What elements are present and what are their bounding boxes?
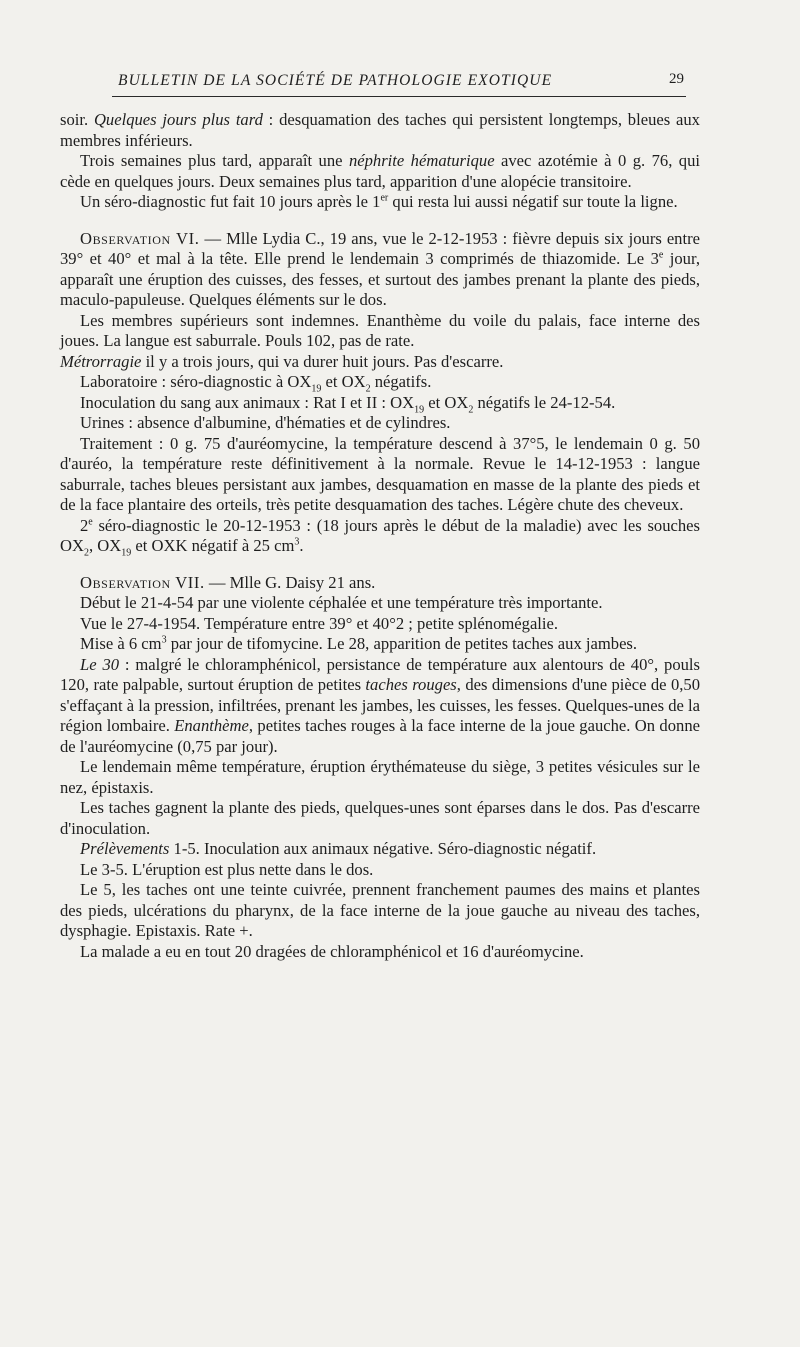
paragraph: Début le 21-4-54 par une violente céphalée et une température très importante. [80,593,603,612]
paragraph: Trois semaines plus tard, apparaît une néphrite hématurique avec azotémie à 0 g. 76, qui cède en quelques jours. Deux semaines plus tard, apparition d'une alopécie transitoire. [60,151,700,191]
paragraph: soir. Quelques jours plus tard : desquamation des taches qui persistent longtemps, bleues aux membres inférieurs. [60,110,700,150]
paragraph: Urines : absence d'albumine, d'hématies et de cylindres. [80,413,451,432]
paragraph: 2e séro-diagnostic le 20-12-1953 : (18 jours après le début de la maladie) avec les souches $OX_2$, $OX_{19}$ et OXK négatif à 25 $cm^3$. [60,515,700,559]
paragraph: Le 30 : malgré le chloramphénicol, persistance de température aux alentours de 40°, pouls 120, rate palpable, surtout éruption de petites taches rouges, des dimensions d'une pièce de 0,50 s'effaçant à la pression, infiltrées, prenant les jambes, les cuisses, les fesses. Quelques-unes de la région lombaire. Enanthème, petites taches rouges à la face interne de la joue gauche. On donne de l'auréomycine (0,75 par jour). [60,654,700,756]
running-title: BULLETIN DE LA SOCIÉTÉ DE PATHOLOGIE EXOTIQUE [118,72,553,89]
page-header [112,66,686,97]
paragraph: Les taches gagnent la plante des pieds, quelques-unes sont éparses dans le dos. Pas d'escarre d'inoculation. [60,798,700,838]
paragraph: Inoculation du sang aux animaux : Rat I et II : $OX_{19}$ et $OX_2$ négatifs le 24-12-54. [80,392,616,415]
paragraph: Le 5, les taches ont une teinte cuivrée, prennent franchement paumes des mains et plantes des pieds, ulcérations du pharynx, de la face interne de la joue gauche au niveau des taches, dysphagie. Epistaxis. Rate +. [60,880,700,940]
observation-vi-heading: Observation VI. — Mlle Lydia C., 19 ans, vue le 2-12-1953 : fièvre depuis six jours entre 39° et 40° et mal à la tête. Elle prend le lendemain 3 comprimés de thiazomide. Le 3e jour, apparaît une éruption des cuisses, des fesses, et surtout des jambes prenant la plante des pieds, maculo-papuleuse. Quelques éléments sur le dos. [60,228,700,309]
body-text [60,110,700,962]
paragraph: Métrorragie il y a trois jours, qui va durer huit jours. Pas d'escarre. [60,351,504,371]
paragraph: Les membres supérieurs sont indemnes. Enanthème du voile du palais, face interne des joues. La langue est saburrale. Pouls 102, pas de rate. [60,310,700,350]
page-number: 29 [669,71,684,87]
observation-vii-heading: Observation VII. — Mlle G. Daisy 21 ans. [80,572,376,592]
paragraph: Un séro-diagnostic fut fait 10 jours après le 1er qui resta lui aussi négatif sur toute la ligne. [80,192,678,211]
paragraph: Le 3-5. L'éruption est plus nette dans le dos. [80,859,374,879]
paragraph: Le lendemain même température, éruption érythémateuse du siège, 3 petites vésicules sur le nez, épistaxis. [60,757,700,797]
paragraph: Vue le 27-4-1954. Température entre 39° et 40°2 ; petite splénomégalie. [80,613,559,633]
observation-label: Observation VI. [80,228,200,248]
paragraph: Traitement : 0 g. 75 d'auréomycine, la température descend à 37°5, le lendemain 0 g. 50 d'auréo, la température reste définitivement à la normale. Revue le 14-12-1953 : langue saburrale, taches bleues persistant aux jambes, desquamation en masse de la plante des pieds et de la face plantaire des orteils, très petite desquamation des taches. Légère chute des cheveux. [60,433,700,514]
paragraph: Prélèvements 1-5. Inoculation aux animaux négative. Séro-diagnostic négatif. [80,839,597,858]
observation-label: Observation VII. [80,572,205,592]
paragraph: La malade a eu en tout 20 dragées de chloramphénicol et 16 d'auréomycine. [80,941,584,961]
paragraph: Mise à 6 $cm^3$ par jour de tifomycine. Le 28, apparition de petites taches aux jambes. [80,634,638,653]
paragraph: Laboratoire : séro-diagnostic à $OX_{19}$ et $OX_2$ négatifs. [80,372,432,395]
